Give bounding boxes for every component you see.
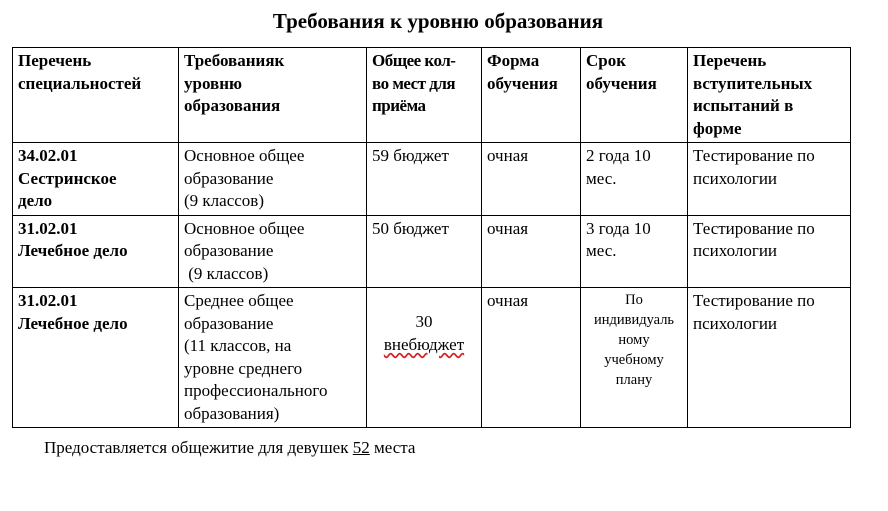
header-entrance-exams: Перечень вступительных испытаний в форме [688, 48, 851, 143]
cell-places: 50 бюджет [367, 215, 482, 288]
requirements-table [12, 47, 851, 428]
cell-study-form: очная [482, 143, 581, 216]
cell-entrance-exams: Тестирование по психологии [688, 143, 851, 216]
dormitory-places-count: 52 [352, 438, 370, 457]
dormitory-note: Предоставляется общежитие для девушек 52 места [44, 438, 416, 457]
cell-education: Среднее общее образование (11 классов, на уровне среднего профессионального образования) [179, 288, 367, 428]
cell-places: 30 внебюджет [367, 288, 482, 428]
header-duration: Срок обучения [581, 48, 688, 143]
cell-duration: 3 года 10 мес. [581, 215, 688, 288]
cell-study-form: очная [482, 215, 581, 288]
table-header-row [13, 48, 851, 143]
cell-entrance-exams: Тестирование по психологии [688, 215, 851, 288]
header-study-form: Форма обучения [482, 48, 581, 143]
page-title: Требования к уровню образования [272, 9, 604, 33]
cell-places: 59 бюджет [367, 143, 482, 216]
cell-study-form: очная [482, 288, 581, 428]
table-row [13, 215, 851, 288]
cell-entrance-exams: Тестирование по психологии [688, 288, 851, 428]
cell-specialty: 31.02.01 Лечебное дело [13, 215, 179, 288]
header-specialties: Перечень специальностей [13, 48, 179, 143]
cell-specialty: 31.02.01 Лечебное дело [13, 288, 179, 428]
cell-duration: По индивидуаль ному учебному плану [581, 288, 688, 428]
cell-duration: 2 года 10 мес. [581, 143, 688, 216]
header-education-level: Требованияк уровню образования [179, 48, 367, 143]
cell-specialty: 34.02.01 Сестринское дело [13, 143, 179, 216]
cell-education: Основное общее образование (9 классов) [179, 215, 367, 288]
cell-education: Основное общее образование (9 классов) [179, 143, 367, 216]
table-row [13, 143, 851, 216]
spellcheck-underlined-word: внебюджет [383, 334, 465, 354]
header-places: Общее кол- во мест для приёма [367, 48, 482, 143]
table-row [13, 288, 851, 428]
